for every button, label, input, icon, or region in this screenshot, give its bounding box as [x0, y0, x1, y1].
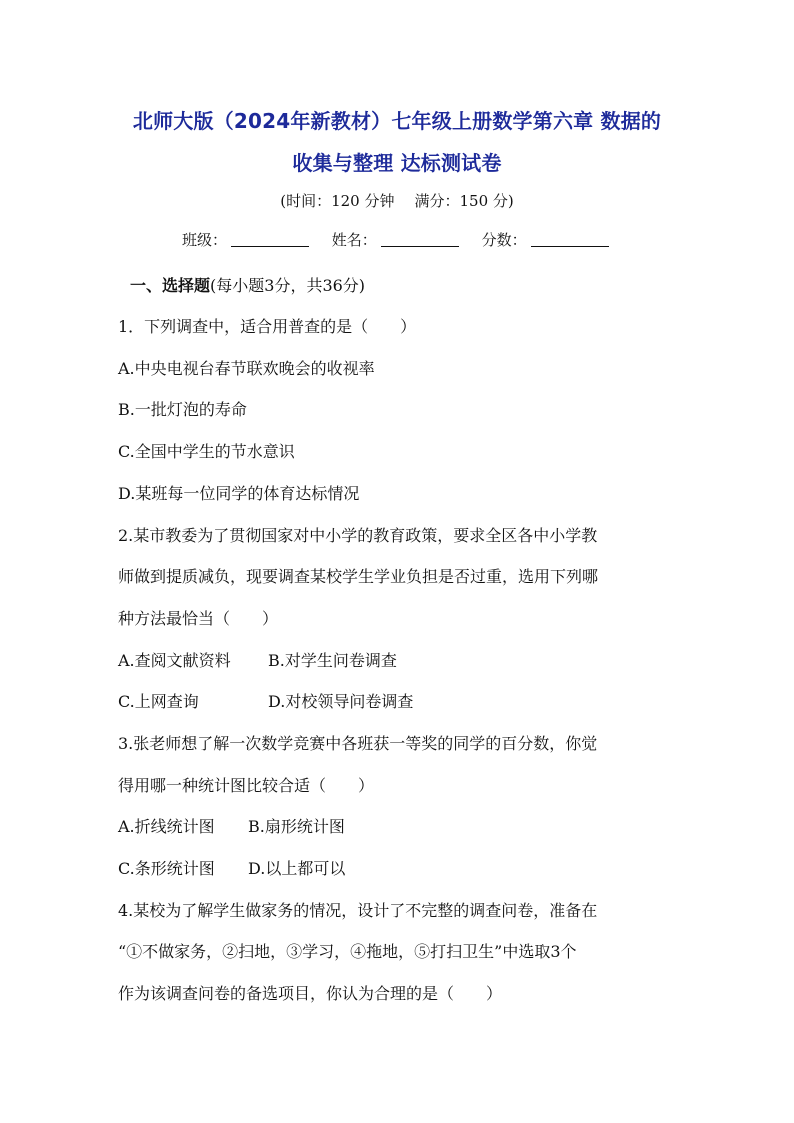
class-field: [182, 229, 309, 250]
class-label: 班级：: [182, 231, 228, 249]
name-blank[interactable]: [381, 232, 459, 247]
q1-stem: 1．下列调查中，适合用普查的是（ ）: [118, 317, 417, 336]
q3-option-b[interactable]: B.扇形统计图: [248, 817, 345, 836]
q1-option-b[interactable]: B.一批灯泡的寿命: [118, 400, 247, 419]
name-label: 姓名：: [331, 231, 377, 249]
exam-title-line-1: 北师大版（2024年新教材）七年级上册数学第六章 数据的: [132, 109, 662, 133]
q1-option-c[interactable]: C.全国中学生的节水意识: [118, 442, 295, 461]
name-field: [332, 229, 459, 250]
q2-option-c[interactable]: C.上网查询: [118, 692, 199, 711]
section-heading: [130, 273, 365, 296]
q1-option-a[interactable]: A.中央电视台春节联欢晚会的收视率: [118, 359, 375, 378]
q3-options-row-2: [118, 856, 345, 879]
q3-option-d[interactable]: D.以上都可以: [248, 859, 346, 878]
student-info-fields: [182, 229, 627, 250]
q2-options-row-1: [118, 648, 397, 671]
section-note: (每小题3分，共36分): [210, 276, 366, 295]
q3-option-a[interactable]: A.折线统计图: [118, 817, 215, 836]
q2-stem-line-1: 2.某市教委为了贯彻国家对中小学的教育政策，要求全区各中小学教: [118, 526, 598, 545]
score-blank[interactable]: [531, 232, 609, 247]
q2-stem-line-3: 种方法最恰当（ ）: [118, 609, 279, 628]
q4-stem-line-3: 作为该调查问卷的备选项目，你认为合理的是（ ）: [118, 984, 503, 1003]
q2-option-b[interactable]: B.对学生问卷调查: [268, 651, 397, 670]
q2-option-a[interactable]: A.查阅文献资料: [118, 651, 231, 670]
q3-option-c[interactable]: C.条形统计图: [118, 859, 215, 878]
exam-title-line-2: 收集与整理 达标测试卷: [292, 151, 502, 175]
time-info: (时间：120 分钟: [280, 192, 395, 210]
score-field: [482, 229, 609, 250]
q3-stem-line-2: 得用哪一种统计图比较合适（ ）: [118, 776, 375, 795]
q2-option-d[interactable]: D.对校领导问卷调查: [268, 692, 414, 711]
score-info: 满分：150 分): [414, 192, 514, 210]
section-title: 一、选择题: [130, 276, 211, 295]
q4-stem-line-1: 4.某校为了解学生做家务的情况，设计了不完整的调查问卷，准备在: [118, 901, 598, 920]
q3-options-row-1: [118, 814, 345, 837]
q2-stem-line-2: 师做到提质减负，现要调查某校学生学业负担是否过重，选用下列哪: [118, 567, 599, 586]
score-label: 分数：: [481, 231, 527, 249]
q3-stem-line-1: 3.张老师想了解一次数学竞赛中各班获一等奖的同学的百分数，你觉: [118, 734, 598, 753]
exam-meta: [0, 190, 794, 211]
class-blank[interactable]: [231, 232, 309, 247]
q4-stem-line-2: “①不做家务，②扫地，③学习，④拖地，⑤打扫卫生”中选取3个: [118, 942, 577, 961]
q2-options-row-2: [118, 689, 413, 712]
q1-option-d[interactable]: D.某班每一位同学的体育达标情况: [118, 484, 360, 503]
